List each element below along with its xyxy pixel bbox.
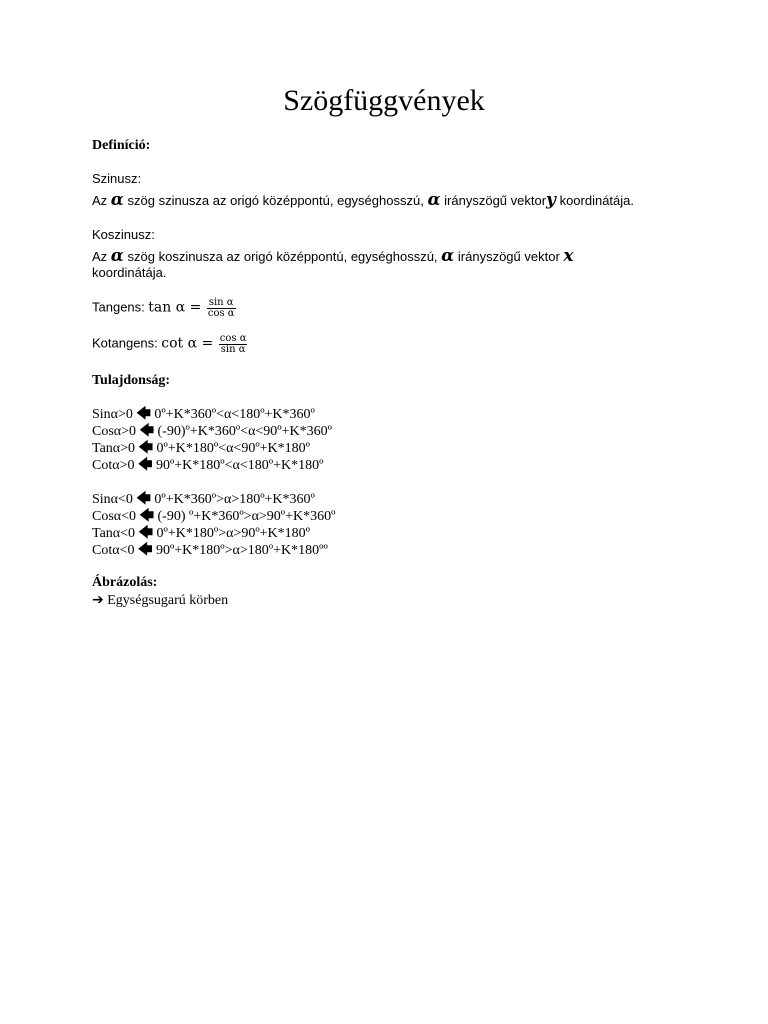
arrow-left-icon: 🡄 <box>139 508 154 524</box>
alpha-symbol: α <box>427 190 441 210</box>
sine-definition <box>92 192 634 209</box>
rule-rhs: 90º+K*180º>α>180º+K*180ºº <box>155 543 328 558</box>
rule-lhs: Sinα>0 <box>92 407 133 422</box>
alpha-symbol: α <box>110 246 124 266</box>
x-variable: x <box>563 246 574 266</box>
rule-rhs: 0º+K*360º<α<180º+K*360º <box>154 407 315 422</box>
rule-rhs: 0º+K*360º>α>180º+K*360º <box>154 492 315 507</box>
sine-label: Szinusz: <box>92 171 142 186</box>
rule-line <box>92 508 336 525</box>
cotangent-fraction <box>219 334 248 355</box>
cotangent-lhs: cot α = <box>161 335 214 352</box>
cotangent-formula <box>92 334 247 355</box>
arrow-left-icon: 🡄 <box>136 406 151 422</box>
rule-lhs: Cosα<0 <box>92 509 137 524</box>
rule-line <box>92 525 310 542</box>
rule-rhs: 90º+K*180º<α<180º+K*180º <box>155 458 324 473</box>
arrow-left-icon: 🡄 <box>137 542 153 558</box>
cosine-text-4: koordinátája. <box>92 265 167 280</box>
arrow-left-icon: 🡄 <box>138 525 153 541</box>
tangent-numerator: sin α <box>208 297 234 308</box>
cotangent-denominator: sin α <box>220 344 246 355</box>
rule-lhs: Cotα<0 <box>92 543 135 558</box>
tangent-label: Tangens: <box>92 299 145 315</box>
arrow-left-icon: 🡄 <box>136 491 151 507</box>
rule-rhs: 0º+K*180º<α<90º+K*180º <box>156 441 311 456</box>
cotangent-numerator: cos α <box>219 333 247 344</box>
definition-heading: Definíció: <box>92 138 151 153</box>
depiction-line <box>92 592 228 609</box>
page-title: Szögfüggvények <box>283 84 485 117</box>
arrow-left-icon: 🡄 <box>138 440 153 456</box>
tangent-lhs: tan α = <box>148 299 202 316</box>
cosine-text-2: szög koszinusza az origó középpontú, egységhosszú, <box>127 249 438 264</box>
rule-rhs: (-90) º+K*360º>α>90º+K*360º <box>157 509 336 524</box>
rule-line <box>92 440 310 457</box>
cosine-definition <box>92 248 574 265</box>
sine-text-1: Az <box>92 193 108 208</box>
cosine-label: Koszinusz: <box>92 227 155 242</box>
cotangent-label: Kotangens: <box>92 335 158 351</box>
alpha-symbol: α <box>441 246 455 266</box>
rule-lhs: Tanα<0 <box>92 526 136 541</box>
y-variable: y <box>546 190 556 210</box>
rule-line <box>92 457 323 474</box>
tangent-formula <box>92 298 236 319</box>
rule-line <box>92 491 315 508</box>
rule-rhs: (-90)º+K*360º<α<90º+K*360º <box>157 424 332 439</box>
alpha-symbol: α <box>110 190 124 210</box>
rule-lhs: Cosα>0 <box>92 424 137 439</box>
sine-text-2: szög szinusza az origó középpontú, egységhosszú, <box>127 193 424 208</box>
rule-line <box>92 406 315 423</box>
depiction-heading: Ábrázolás: <box>92 575 158 590</box>
cosine-text-1: Az <box>92 249 108 264</box>
rule-rhs: 0º+K*180º>α>90º+K*180º <box>156 526 311 541</box>
property-heading: Tulajdonság: <box>92 373 171 388</box>
cosine-text-3: irányszögű vektor <box>457 249 560 264</box>
sine-text-3: irányszögű vektor <box>444 193 547 208</box>
rule-lhs: Tanα>0 <box>92 441 136 456</box>
rule-lhs: Cotα>0 <box>92 458 135 473</box>
rule-line <box>92 423 332 440</box>
rule-line <box>92 542 328 559</box>
sine-text-4: koordinátája. <box>559 193 635 208</box>
arrow-right-icon: ➔ <box>92 592 104 608</box>
depiction-text: Egységsugarú körben <box>107 593 229 608</box>
tangent-fraction <box>207 298 236 319</box>
rule-lhs: Sinα<0 <box>92 492 133 507</box>
arrow-left-icon: 🡄 <box>139 423 154 439</box>
arrow-left-icon: 🡄 <box>137 457 153 473</box>
tangent-denominator: cos α <box>207 308 235 319</box>
